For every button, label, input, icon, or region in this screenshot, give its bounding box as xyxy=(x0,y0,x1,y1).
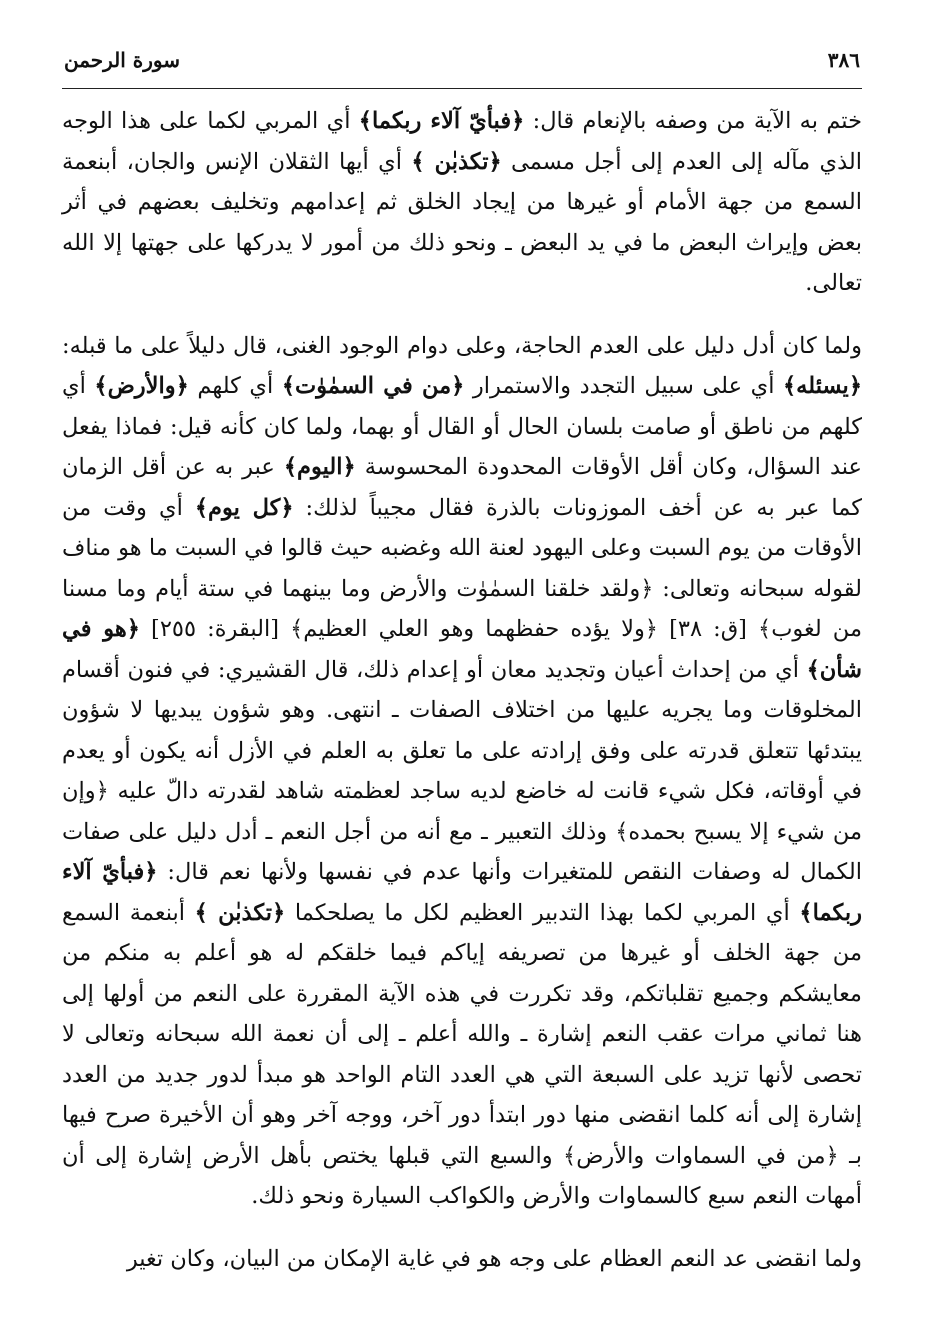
running-header xyxy=(62,48,862,89)
paragraph xyxy=(62,1239,862,1280)
quran-quote: ﴿تكذبٰن ﴾ xyxy=(411,148,502,175)
quran-quote: ﴿والأرض﴾ xyxy=(94,373,189,399)
text-run: أبنعمة السمع من جهة الخلف أو غيرها من تصريفه إياكم فيما خلقكم له هو أعلم به منكم من معايشكم وجميع تقلباتكم، وقد تكررت في هذه الآية المقررة على النعم من أولها إلى هنا ثماني مرات عقب النعم إشارة ـ والله أعلم ـ إلى أن نعمة الله سبحانه وتعالى لا تحصى لأنها تزيد على السبعة التي هي العدد التام الواحد هو مبدأ لدور جديد من العدد إشارة إلى أنه كلما انقضى منها دور ابتدأ دور آخر، ووجه آخر وهو أن الأخيرة صرح فيها بـ ﴿من في السماوات والأرض﴾ والسبع التي قبلها يختص بأهل الأرض إشارة إلى أن أمهات النعم سبع كالسماوات والأرض والكواكب السيارة ونحو ذلك. xyxy=(62,899,862,1209)
quran-quote: ﴿فبأيّ آلاء ربكما﴾ xyxy=(62,859,863,926)
quran-quote: ﴿كل يوم﴾ xyxy=(194,494,294,521)
quran-quote: ﴿هو في شأن﴾ xyxy=(62,616,862,683)
text-run: أي المربي لكما بهذا التدبير العظيم لكل ما يصلحكما xyxy=(285,899,800,926)
body-text xyxy=(62,101,862,1279)
quran-quote: ﴿يسئله﴾ xyxy=(783,373,863,399)
text-run: ولما انقضى عد النعم العظام على وجه هو في غاية الإمكان من البيان، وكان تغير xyxy=(126,1245,862,1272)
text-run: ولما كان أدل دليل على العدم الحاجة، وعلى دوام الوجود الغنى، قال دليلاً على ما قبله: xyxy=(62,332,862,359)
quran-quote: ﴿اليوم﴾ xyxy=(283,454,356,480)
quran-quote: ﴿تكذبٰن ﴾ xyxy=(194,899,286,926)
text-run: أي كلهم xyxy=(188,373,282,399)
text-run: أي من إحداث أعيان وتجديد معان أو إعدام ذلك، قال القشيري: في فنون أقسام المخلوقات وما يجريه عليها من اختلاف الصفات ـ انتهى. وهو شؤون يبديها لا شؤون يبتدئها تتعلق قدرته على وفق إرادته على ما تعلق به العلم في الأزل أنه يكون أو يعدم في أوقاته، فكل شيء قانت له خاضع لديه ساجد لعظمته شاهد لقدرته دالّ عليه ﴿وإن من شيء إلا يسبح بحمده﴾ وذلك التعبير ـ مع أنه من أجل النعم ـ أدل دليل على صفات الكمال له وصفات النقص للمتغيرات وأنها عدم في نفسها ولأنها نعم قال: xyxy=(62,656,862,885)
page-number: ٣٨٦ xyxy=(827,48,860,72)
document-page xyxy=(62,48,862,1279)
text-run: أي على سبيل التجدد والاستمرار xyxy=(464,373,783,399)
quran-quote: ﴿من في السمٰوٰت﴾ xyxy=(281,373,465,399)
paragraph xyxy=(62,326,862,1217)
text-run: أي وقت من الأوقات من يوم السبت وعلى اليهود لعنة الله وغضبه حيث قالوا في السبت ما هو مناف لقوله سبحانه وتعالى: ﴿ولقد خلقنا السمٰوٰت والأرض وما بينهما في ستة أيام وما مسنا من لغوب﴾ [ق: ٣٨] ﴿ولا يؤده حفظهما وهو العلي العظيم﴾ [البقرة: ٢٥٥] xyxy=(62,494,862,642)
text-run: أي كلهم من ناطق أو صامت بلسان الحال أو القال أو بهما، ولما كان كأنه قيل: فماذا يفعل عند السؤال، وكان أقل الأوقات المحدودة المحسوسة xyxy=(62,373,862,480)
text-run: أي أيها الثقلان الإنس والجان، أبنعمة السمع من جهة الأمام أو غيرها من إيجاد الخلق ثم إعدامهم وتخليف بعضهم في أثر بعض وإيراث البعض ما في يد البعض ـ ونحو ذلك من أمور لا يدركها على جهتها إلا الله تعالى. xyxy=(62,148,862,296)
text-run: عبر به عن أقل الزمان كما عبر به عن أخف الموزونات بالذرة فقال مجيباً لذلك: xyxy=(62,454,862,521)
text-run: ختم به الآية من وصفه بالإنعام قال: xyxy=(524,108,862,134)
chapter-title: سورة الرحمن xyxy=(64,48,181,72)
text-run: أي المربي لكما على هذا الوجه الذي مآله إلى العدم إلى أجل مسمى xyxy=(62,108,862,175)
quran-quote: ﴿فبأيّ آلاء ربكما﴾ xyxy=(358,108,525,134)
paragraph xyxy=(62,101,862,304)
